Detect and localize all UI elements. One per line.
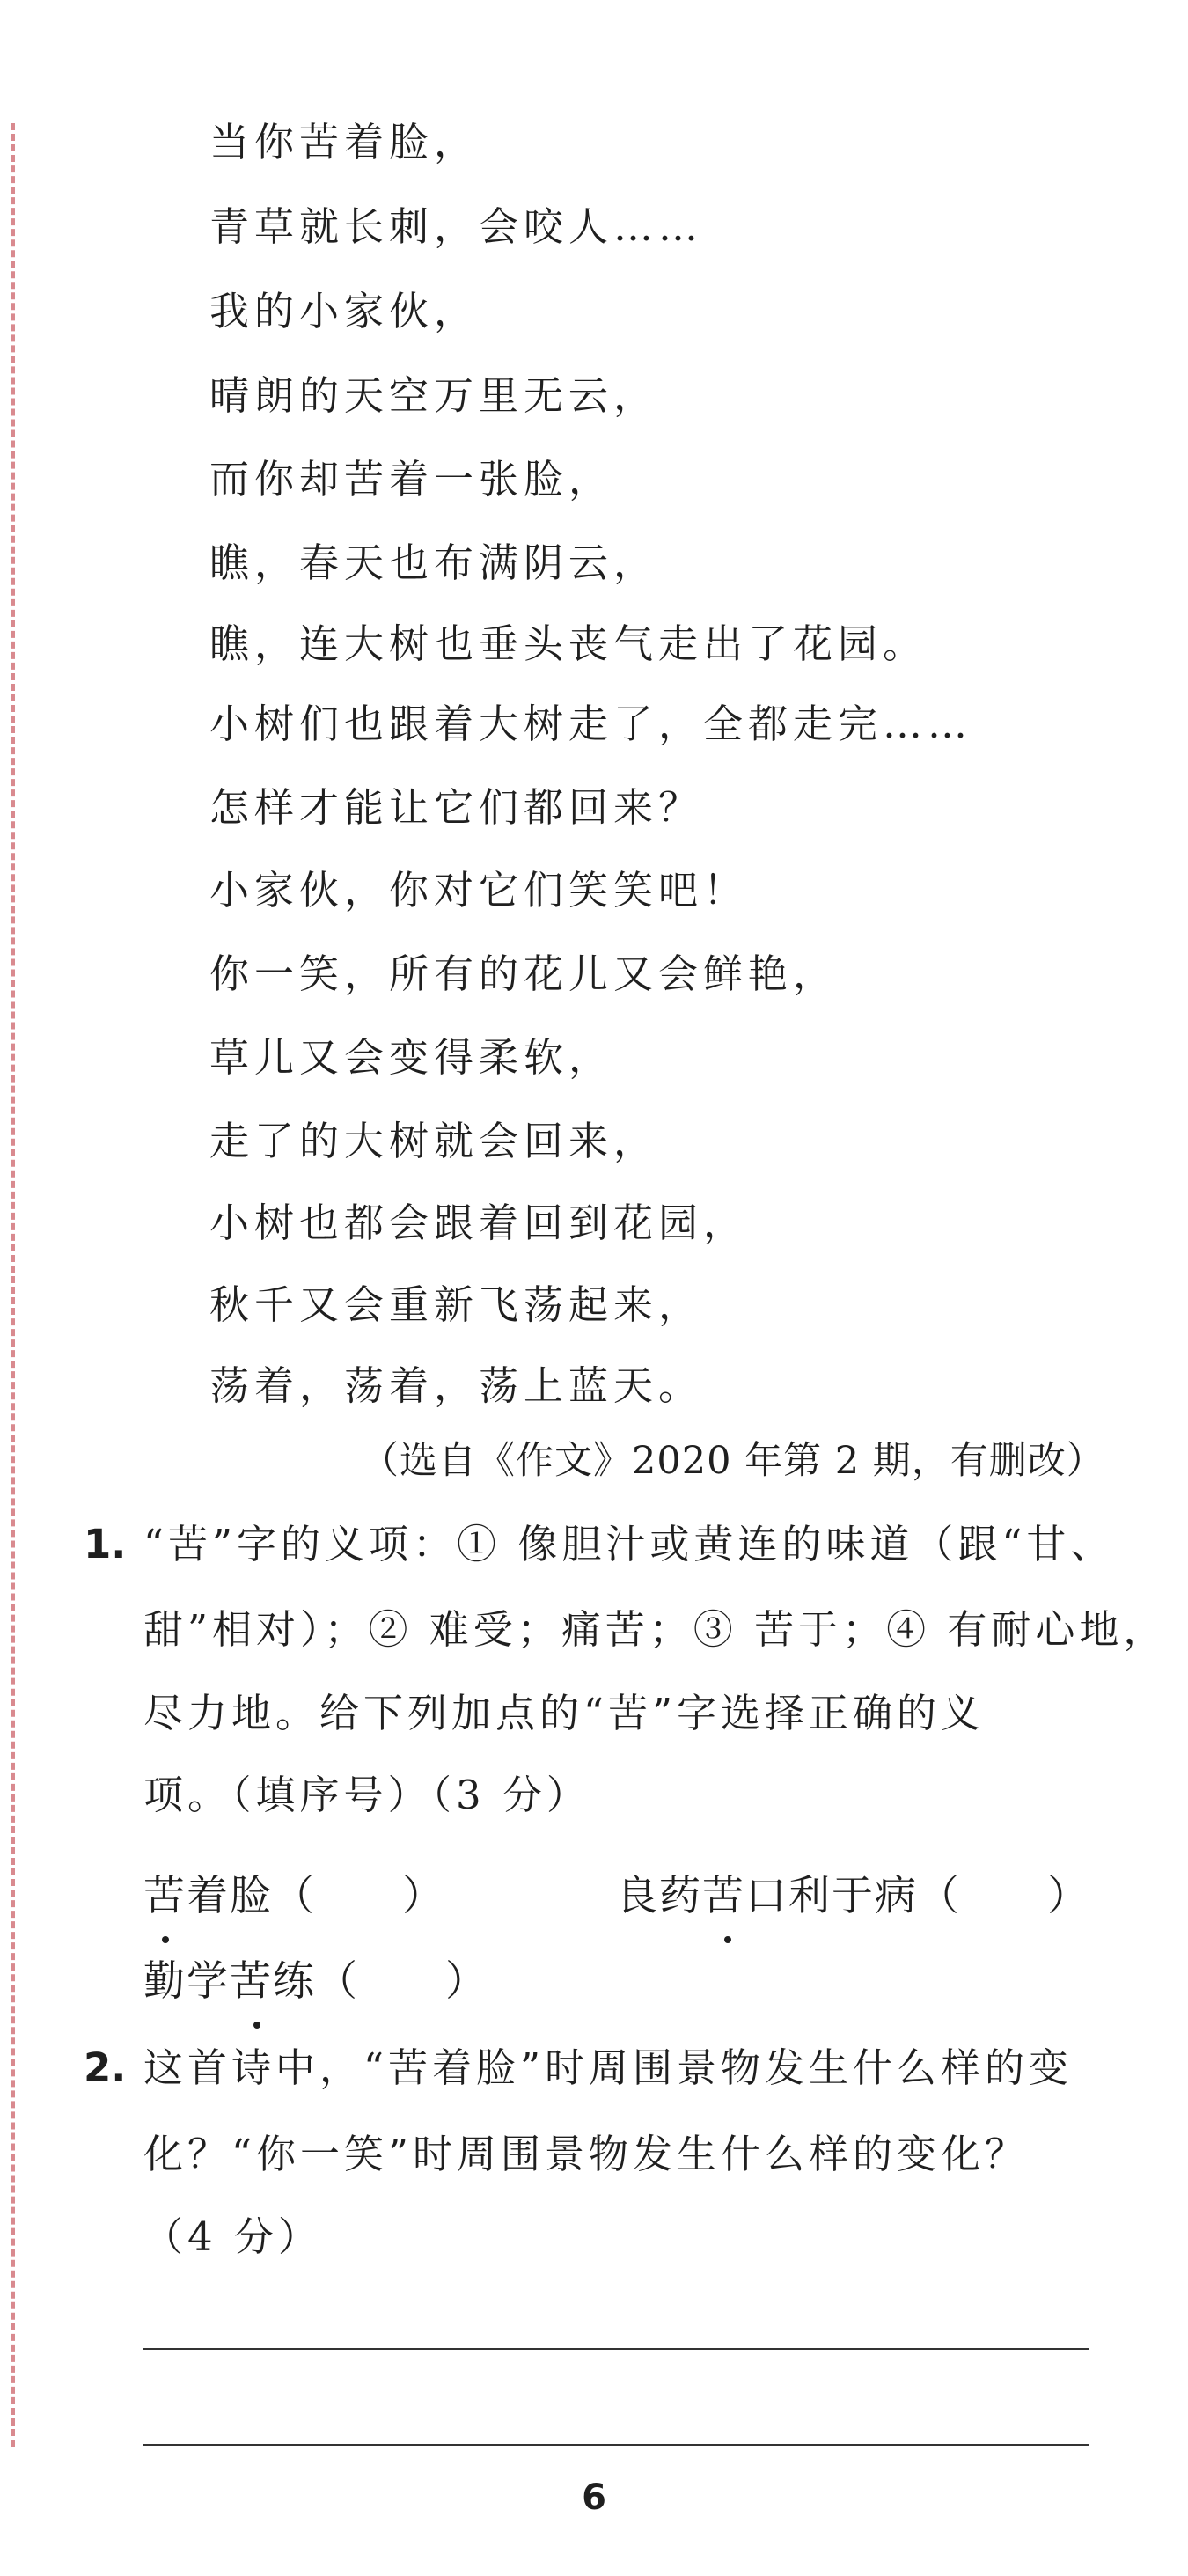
poem-line: 秋千又会重新飞荡起来，	[209, 1281, 704, 1328]
poem-line: 草儿又会变得柔软，	[209, 1034, 614, 1081]
option-text: 勤学苦练	[143, 1957, 316, 2006]
question-text-line: 尽力地。给下列加点的“苦”字选择正确的义	[143, 1690, 986, 1736]
question-text-line: 甜”相对）；② 难受；痛苦；③ 苦于；④ 有耐心地，	[143, 1606, 1168, 1653]
emphasis-dot	[162, 1936, 169, 1943]
question-text-line: 项。（填序号）（3 分）	[143, 1772, 590, 1818]
answer-line[interactable]	[143, 2348, 1089, 2350]
question-text-line: “苦”字的义项：① 像胆汁或黄连的味道（跟“甘、	[143, 1521, 1115, 1567]
emphasis-dot	[724, 1936, 731, 1943]
option-text: 苦着脸	[143, 1872, 273, 1920]
poem-line: 晴朗的天空万里无云，	[209, 372, 659, 419]
poem-line: 走了的大树就会回来，	[209, 1118, 659, 1164]
poem-line: 小树们也跟着大树走了，全都走完……	[209, 701, 973, 747]
poem-line: 你一笑，所有的花儿又会鲜艳，	[209, 950, 839, 997]
option-item	[616, 1870, 1090, 1923]
question-number: 2.	[84, 2044, 127, 2091]
emphasis-dot	[253, 2022, 260, 2029]
option-item	[143, 1870, 445, 1923]
poem-line: 小家伙，你对它们笑笑吧！	[209, 867, 749, 914]
answer-blank[interactable]: （ ）	[918, 1872, 1090, 1920]
question-text-line: 化？“你一笑”时周围景物发生什么样的变化？	[143, 2131, 1030, 2177]
question-text-line: （4 分）	[143, 2213, 322, 2260]
poem-line: 当你苦着脸，	[209, 119, 480, 165]
answer-line[interactable]	[143, 2444, 1089, 2446]
poem-line: 我的小家伙，	[209, 288, 480, 334]
margin-dashed-line	[11, 123, 15, 2447]
question-number: 1.	[84, 1521, 127, 1567]
poem-line: 小树也都会跟着回到花园，	[209, 1200, 749, 1246]
poem-line: 怎样才能让它们都回来？	[209, 784, 704, 831]
page-number: 6	[582, 2477, 606, 2518]
poem-line: 瞧，春天也布满阴云，	[209, 539, 659, 586]
poem-line: 而你却苦着一张脸，	[209, 456, 614, 503]
answer-blank[interactable]: （ ）	[316, 1957, 488, 2006]
option-text: 良药苦口利于病	[616, 1872, 918, 1920]
answer-blank[interactable]: （ ）	[273, 1872, 445, 1920]
poem-line: 荡着，荡着，荡上蓝天。	[209, 1362, 704, 1409]
option-item	[143, 1956, 488, 2008]
poem-source: （选自《作文》2020 年第 2 期，有删改）	[361, 1439, 1105, 1483]
poem-line: 青草就长刺，会咬人……	[209, 203, 704, 250]
question-text-line: 这首诗中，“苦着脸”时周围景物发生什么样的变	[143, 2044, 1074, 2091]
poem-line: 瞧，连大树也垂头丧气走出了花园。	[209, 620, 928, 667]
